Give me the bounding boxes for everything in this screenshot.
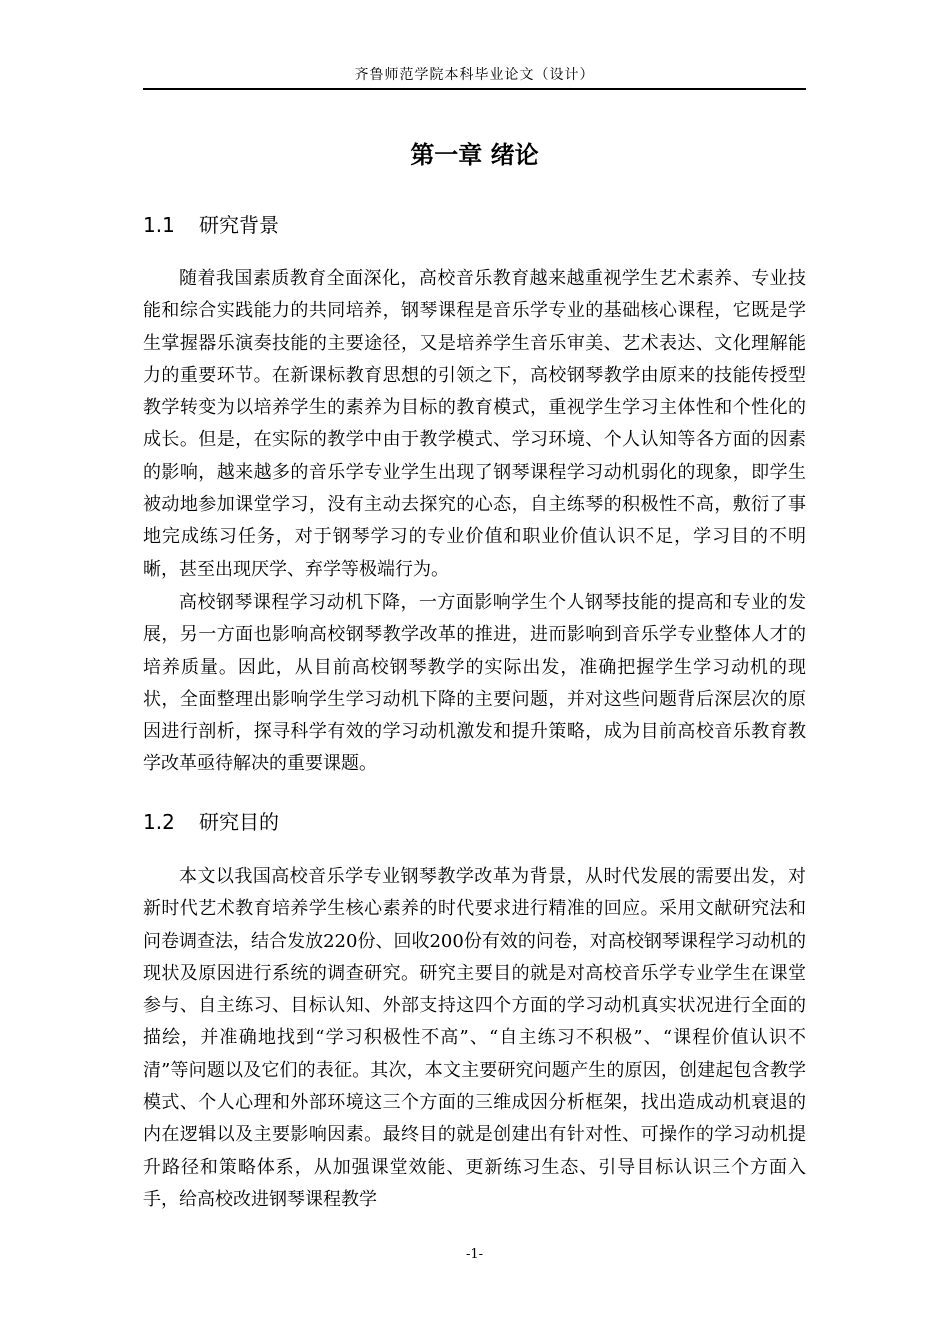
body-paragraph: 本文以我国高校音乐学专业钢琴教学改革为背景，从时代发展的需要出发，对新时代艺术教育培养学生核心素养的时代要求进行精准的回应。采用文献研究法和问卷调查法，结合发放220份、回收200份有效的问卷，对高校钢琴课程学习动机的现状及原因进行系统的调查研究。研究主要目的就是对高校音乐学专业学生在课堂参与、自主练习、目标认知、外部支持这四个方面的学习动机真实状况进行全面的描绘，并准确地找到“学习积极性不高”、“自主练习不积极”、“课程价值认识不清”等问题以及它们的表征。其次，本文主要研究问题产生的原因，创建起包含教学模式、个人心理和外部环境这三个方面的三维成因分析框架，找出造成动机衰退的内在逻辑以及主要影响因素。最终目的就是创建出有针对性、可操作的学习动机提升路径和策略体系，从加强课堂效能、更新练习生态、引导目标认识三个方面入手，给高校改进钢琴课程教学 (143, 866, 806, 1210)
header-divider (143, 88, 806, 90)
body-paragraph: 高校钢琴课程学习动机下降，一方面影响学生个人钢琴技能的提高和专业的发展，另一方面也影响高校钢琴教学改革的推进，进而影响到音乐学专业整体人才的培养质量。因此，从目前高校钢琴教学的实际出发，准确把握学生学习动机的现状，全面整理出影响学生学习动机下降的主要问题，并对这些问题背后深层次的原因进行剖析，探寻科学有效的学习动机激发和提升策略，成为目前高校音乐教育教学改革亟待解决的重要课题。 (143, 592, 806, 775)
section-number: 1.2 (143, 810, 175, 834)
section-title: 研究目的 (199, 810, 279, 834)
chapter-title: 第一章 绪论 (410, 141, 539, 169)
section-title: 研究背景 (199, 213, 279, 237)
body-paragraph: 随着我国素质教育全面深化，高校音乐教育越来越重视学生艺术素养、专业技能和综合实践能力的共同培养，钢琴课程是音乐学专业的基础核心课程，它既是学生掌握器乐演奏技能的主要途径，又是培养学生音乐审美、艺术表达、文化理解能力的重要环节。在新课标教育思想的引领之下，高校钢琴教学由原来的技能传授型教学转变为以培养学生的素养为目标的教育模式，重视学生学习主体性和个性化的成长。但是，在实际的教学中由于教学模式、学习环境、个人认知等各方面的因素的影响，越来越多的音乐学专业学生出现了钢琴课程学习动机弱化的现象，即学生被动地参加课堂学习，没有主动去探究的心态，自主练琴的积极性不高，敷衍了事地完成练习任务，对于钢琴学习的专业价值和职业价值认识不足，学习目的不明晰，甚至出现厌学、弃学等极端行为。 (143, 268, 806, 580)
section-heading-background (143, 210, 806, 240)
section-number: 1.1 (143, 213, 175, 237)
section-heading-purpose (143, 807, 806, 837)
running-header: 齐鲁师范学院本科毕业论文（设计） (354, 67, 595, 83)
page-number: -1- (465, 1247, 484, 1262)
